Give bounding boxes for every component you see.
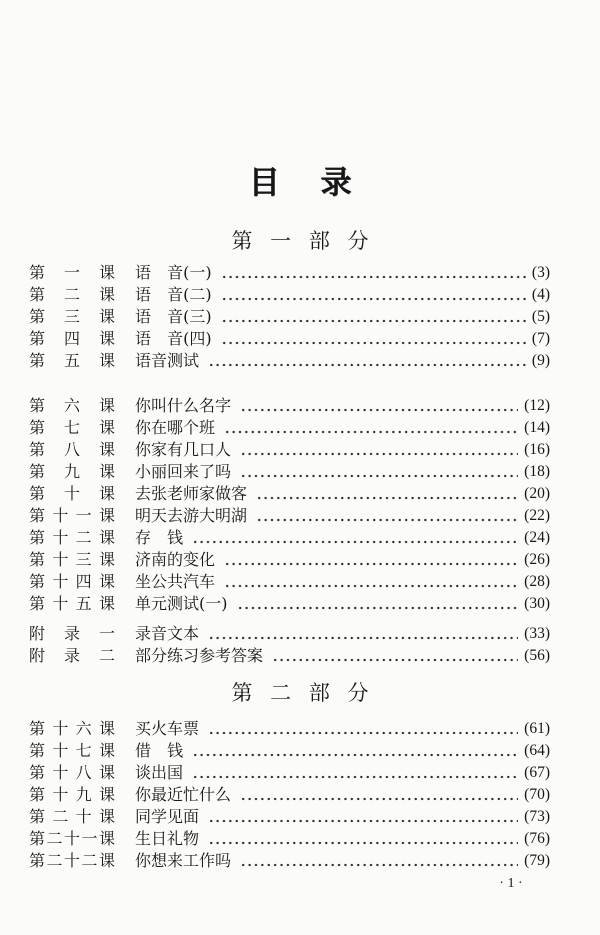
part-one-heading: 第 一 部 分 (231, 229, 369, 253)
page-number: (70) (524, 786, 550, 803)
toc-entry-lesson-1 (29, 262, 550, 284)
lesson-number: 第 七 课 (29, 418, 115, 437)
toc-entry-lesson-14 (29, 571, 550, 593)
lesson-title: 你在哪个班 (135, 418, 216, 437)
lesson-number: 第十七课 (29, 741, 115, 760)
page-number: (30) (524, 595, 550, 612)
toc-title: 目 录 (248, 165, 352, 201)
dot-leader (208, 828, 518, 850)
page-number: (67) (524, 764, 550, 781)
lesson-title: 去张老师家做客 (135, 484, 248, 503)
lesson-number: 第十五课 (29, 594, 115, 613)
toc-entry-appendix-1 (29, 623, 550, 645)
page-number: (56) (524, 647, 550, 664)
toc-entry-lesson-5 (29, 350, 550, 372)
appendix-number: 附 录 二 (29, 646, 115, 665)
lesson-title: 单元测试(一) (135, 594, 228, 613)
lesson-title: 语 音(一) (135, 263, 212, 282)
toc-entry-lesson-11 (29, 505, 550, 527)
dot-leader (240, 850, 518, 872)
lesson-title: 你最近忙什么 (135, 785, 232, 804)
lesson-number: 第 四 课 (29, 329, 115, 348)
dot-leader (256, 505, 518, 527)
lesson-number: 第 六 课 (29, 396, 115, 415)
dot-leader (240, 461, 518, 483)
toc-entry-lesson-7 (29, 417, 550, 439)
toc-entry-lesson-20 (29, 806, 550, 828)
lesson-number: 第十九课 (29, 785, 115, 804)
page-number: (4) (531, 286, 550, 303)
lesson-number: 第十三课 (29, 550, 115, 569)
dot-leader (224, 417, 518, 439)
lesson-title: 借 钱 (135, 741, 184, 760)
lesson-number: 第十二课 (29, 528, 115, 547)
lesson-number: 第十六课 (29, 719, 115, 738)
page-number: (9) (531, 352, 550, 369)
toc-entry-lesson-2 (29, 284, 550, 306)
lesson-number: 第 五 课 (29, 351, 115, 370)
lesson-title: 存 钱 (135, 528, 184, 547)
lesson-title: 小丽回来了吗 (135, 462, 232, 481)
dot-leader (221, 262, 526, 284)
lesson-title: 语 音(二) (135, 285, 212, 304)
page-number: (26) (524, 551, 550, 568)
appendix-number: 附 录 一 (29, 624, 115, 643)
page-number: (33) (524, 625, 550, 642)
toc-entry-lesson-19 (29, 784, 550, 806)
appendix-title: 部分练习参考答案 (135, 646, 264, 665)
toc-entry-lesson-13 (29, 549, 550, 571)
lesson-number: 第十八课 (29, 763, 115, 782)
lesson-title: 语音测试 (135, 351, 200, 370)
toc-entry-lesson-6 (29, 395, 550, 417)
toc-entry-lesson-12 (29, 527, 550, 549)
lesson-title: 谈出国 (135, 763, 184, 782)
dot-leader (208, 350, 526, 372)
dot-leader (224, 571, 518, 593)
lesson-number: 第 二 课 (29, 285, 115, 304)
toc-entry-lesson-10 (29, 483, 550, 505)
page-number: (14) (524, 419, 550, 436)
lesson-number: 第 八 课 (29, 440, 115, 459)
dot-leader (237, 593, 519, 615)
page-number: (5) (531, 308, 550, 325)
toc-entry-lesson-21 (29, 828, 550, 850)
toc-entry-lesson-18 (29, 762, 550, 784)
lesson-title: 坐公共汽车 (135, 572, 216, 591)
page-folio: · 1 · (499, 876, 523, 891)
page-number: (16) (524, 441, 550, 458)
page-number: (20) (524, 485, 550, 502)
toc-entry-lesson-16 (29, 718, 550, 740)
lesson-number: 第 十 课 (29, 484, 115, 503)
page-number: (7) (531, 330, 550, 347)
dot-leader (272, 645, 518, 667)
page-number: (22) (524, 507, 550, 524)
dot-leader (256, 483, 518, 505)
lesson-number: 第二十课 (29, 807, 115, 826)
appendix-list (29, 623, 550, 667)
dot-leader (208, 623, 518, 645)
lesson-title: 语 音(三) (135, 307, 212, 326)
dot-leader (221, 306, 526, 328)
dot-leader (192, 527, 518, 549)
page-number: (64) (524, 742, 550, 759)
toc-entry-lesson-17 (29, 740, 550, 762)
dot-leader (240, 395, 518, 417)
page-number: (73) (524, 808, 550, 825)
toc-entry-lesson-4 (29, 328, 550, 350)
dot-leader (208, 718, 518, 740)
toc-entry-lesson-15 (29, 593, 550, 615)
page-number: (24) (524, 529, 550, 546)
page-number: (61) (524, 720, 550, 737)
lesson-title: 明天去游大明湖 (135, 506, 248, 525)
dot-leader (240, 784, 518, 806)
page-number: (76) (524, 830, 550, 847)
lesson-title: 你想来工作吗 (135, 851, 232, 870)
dot-leader (192, 762, 518, 784)
part-two-heading: 第 二 部 分 (231, 681, 369, 705)
page-number: (79) (524, 852, 550, 869)
part-one-lesson-list (29, 262, 550, 615)
page-number: (18) (524, 463, 550, 480)
lesson-title: 你叫什么名字 (135, 396, 232, 415)
toc-entry-lesson-3 (29, 306, 550, 328)
page-number: (12) (524, 397, 550, 414)
toc-entry-lesson-8 (29, 439, 550, 461)
toc-entry-appendix-2 (29, 645, 550, 667)
lesson-number: 第十一课 (29, 506, 115, 525)
dot-leader (224, 549, 518, 571)
page-number: (28) (524, 573, 550, 590)
appendix-title: 录音文本 (135, 624, 200, 643)
lesson-title: 买火车票 (135, 719, 200, 738)
lesson-number: 第二十二课 (29, 851, 115, 870)
page-number: (3) (531, 264, 550, 281)
part-two-lesson-list (29, 718, 550, 872)
dot-leader (192, 740, 518, 762)
dot-leader (208, 806, 518, 828)
toc-entry-lesson-9 (29, 461, 550, 483)
dot-leader (221, 328, 526, 350)
lesson-number: 第 三 课 (29, 307, 115, 326)
dot-leader (240, 439, 518, 461)
lesson-title: 济南的变化 (135, 550, 216, 569)
toc-entry-lesson-22 (29, 850, 550, 872)
lesson-number: 第二十一课 (29, 829, 115, 848)
lesson-title: 你家有几口人 (135, 440, 232, 459)
lesson-number: 第十四课 (29, 572, 115, 591)
lesson-title: 同学见面 (135, 807, 200, 826)
lesson-number: 第 九 课 (29, 462, 115, 481)
lesson-title: 语 音(四) (135, 329, 212, 348)
lesson-title: 生日礼物 (135, 829, 200, 848)
lesson-number: 第 一 课 (29, 263, 115, 282)
dot-leader (221, 284, 526, 306)
